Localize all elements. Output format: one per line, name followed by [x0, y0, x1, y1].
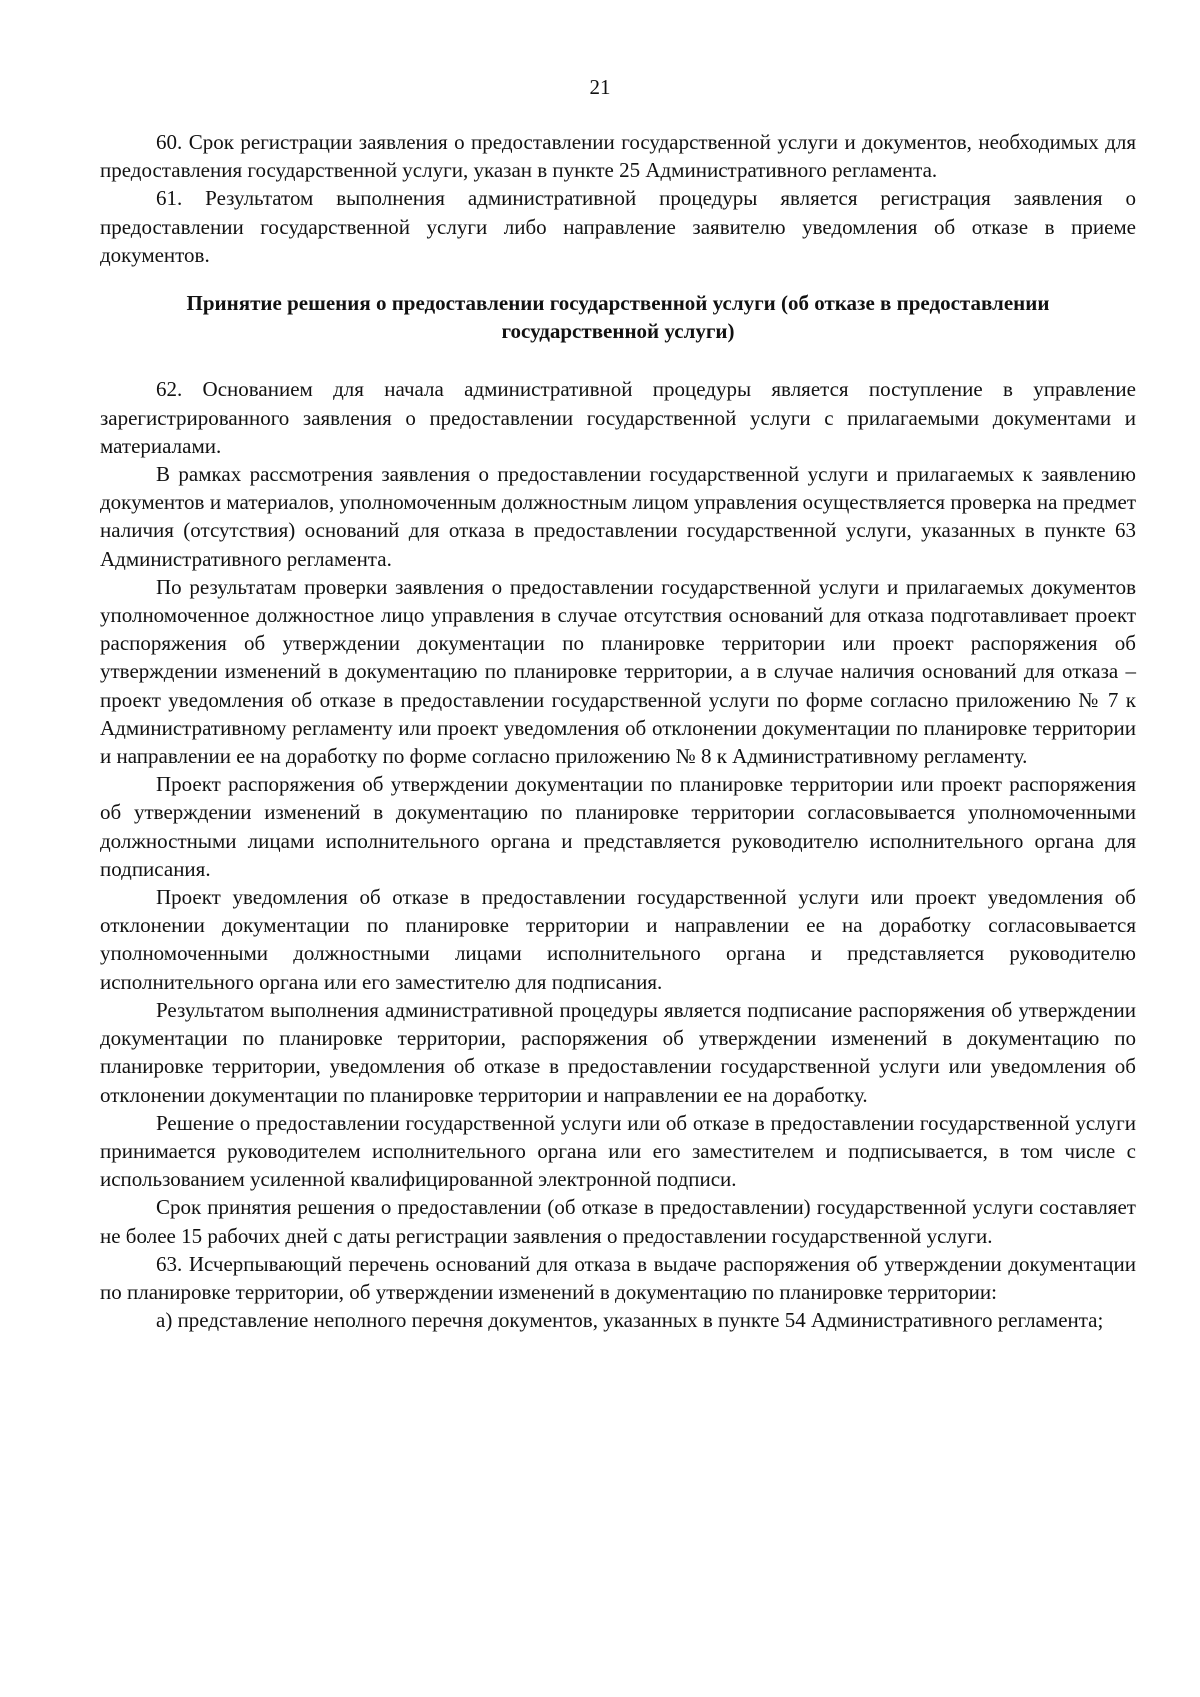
list-item-a: а) представление неполного перечня документов, указанных в пункте 54 Административного регламента; [156, 1308, 1104, 1333]
paragraph-63: 63. Исчерпывающий перечень оснований для отказа в выдаче распоряжения об утверждении документации по планировке территории, об утверждении изменений в документацию по планировке территории: [100, 1251, 1136, 1304]
section-heading: Принятие решения о предоставлении государственной услуги (об отказе в предоставлении государственной услуги) [186, 291, 1050, 344]
paragraph-review: В рамках рассмотрения заявления о предоставлении государственной услуги и прилагаемых к заявлению документов и материалов, уполномоченным должностным лицом управления осуществляется проверка на предмет наличия (отсутствия) оснований для отказа в предоставлении государственной услуги, указанных в пункте 63 Административного регламента. [100, 462, 1136, 571]
paragraph-61: 61. Результатом выполнения административной процедуры является регистрация заявления о предоставлении государственной услуги либо направление заявителю уведомления об отказе в приеме документов. [100, 186, 1136, 267]
paragraph-60: 60. Срок регистрации заявления о предоставлении государственной услуги и документов, необходимых для предоставления государственной услуги, указан в пункте 25 Административного регламента. [100, 130, 1136, 183]
paragraph-decision: Решение о предоставлении государственной услуги или об отказе в предоставлении государственной услуги принимается руководителем исполнительного органа или его заместителем и подписывается, в том числе с использованием усиленной квалифицированной электронной подписи. [100, 1110, 1136, 1192]
paragraph-order-approval: Проект распоряжения об утверждении документации по планировке территории или проект распоряжения об утверждении изменений в документацию по планировке территории согласовывается уполномоченными должностными лицами исполнительного органа и представляется руководителю исполнительного органа для подписания. [100, 772, 1136, 881]
paragraph-decision-deadline: Срок принятия решения о предоставлении (об отказе в предоставлении) государственной услуги составляет не более 15 рабочих дней с даты регистрации заявления о предоставлении государственной услуги. [100, 1195, 1136, 1248]
paragraph-62: 62. Основанием для начала административной процедуры является поступление в управление зарегистрированного заявления о предоставлении государственной услуги с прилагаемыми документами и материалами. [100, 377, 1136, 458]
document-body [100, 128, 1136, 1334]
paragraph-check-results: По результатам проверки заявления о предоставлении государственной услуги и прилагаемых документов уполномоченное должностное лицо управления в случае отсутствия оснований для отказа подготавливает проект распоряжения об утверждении документации по планировке территории или проект распоряжения об утверждении изменений в документацию по планировке территории, а в случае наличия оснований для отказа – проект уведомления об отказе в предоставлении государственной услуги по форме согласно приложению № 7 к Административному регламенту или проект уведомления об отклонении документации по планировке территории и направлении ее на доработку по форме согласно приложению № 8 к Административному регламенту. [100, 574, 1136, 769]
page-number: 21 [589, 75, 611, 99]
paragraph-procedure-result: Результатом выполнения административной процедуры является подписание распоряжения об утверждении документации по планировке территории, распоряжения об утверждении изменений в документацию по планировке территории, уведомления об отказе в предоставлении государственной услуги или уведомления об отклонении документации по планировке территории и направлении ее на доработку. [100, 997, 1136, 1107]
paragraph-notice-approval: Проект уведомления об отказе в предоставлении государственной услуги или проект уведомления об отклонении документации по планировке территории и направлении ее на доработку согласовывается уполномоченными должностными лицами исполнительного органа и представляется руководителю исполнительного органа или его заместителю для подписания. [100, 885, 1136, 994]
